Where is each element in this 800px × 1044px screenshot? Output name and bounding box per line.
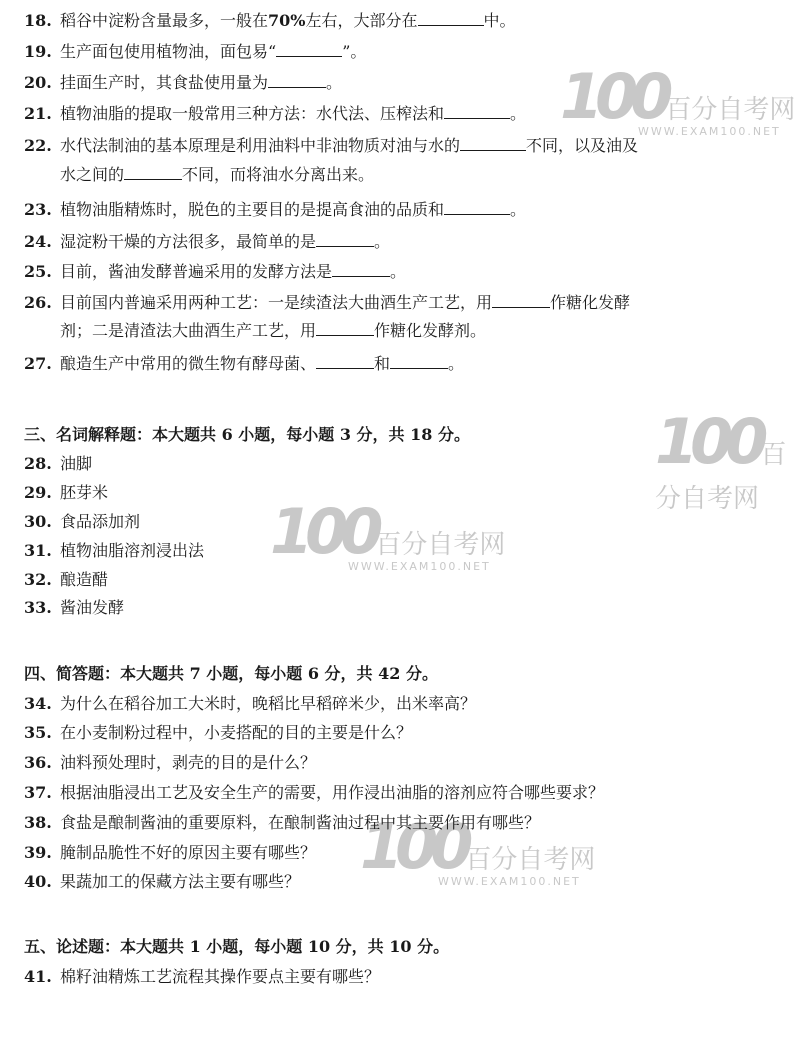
question-18: 18. 稻谷中淀粉含量最多，一般在70%左右，大部分在 中。 [24,11,516,30]
question-19: 19. 生产面包使用植物油，面包易“ ”。 [24,42,367,61]
answer-blank[interactable] [316,319,374,336]
answer-blank[interactable] [268,71,326,88]
answer-blank[interactable] [460,134,526,151]
question-item: 38. 食盐是酿制酱油的重要原料，在酿制酱油过程中其主要作用有哪些？ [24,813,541,832]
question-23: 23. 植物油脂精炼时，脱色的主要目的是提高食油的品质和 。 [24,200,527,219]
answer-blank[interactable] [418,9,484,26]
question-item: 40. 果蔬加工的保藏方法主要有哪些？ [24,872,301,891]
question-22: 22. 水代法制油的基本原理是利用油料中非油物质对油与水的 不同，以及油及 [24,136,639,155]
question-24: 24. 湿淀粉干燥的方法很多，最简单的是 。 [24,232,391,251]
answer-blank[interactable] [332,260,390,277]
question-item: 28. 油脚 [24,454,93,473]
question-item: 29. 胚芽米 [24,483,109,502]
answer-blank[interactable] [492,291,550,308]
question-item: 39. 腌制品脆性不好的原因主要有哪些？ [24,843,317,862]
question-item: 35. 在小麦制粉过程中，小麦搭配的目的主要是什么？ [24,723,413,742]
section-title: 三、名词解释题：本大题共 6 小题，每小题 3 分，共 18 分。 [24,425,470,444]
answer-blank[interactable] [390,352,448,369]
question-20: 20. 挂面生产时，其食盐使用量为 。 [24,73,343,92]
question-item: 30. 食品添加剂 [24,512,141,531]
question-item: 34. 为什么在稻谷加工大米时，晚稻比早稻碎米少，出米率高？ [24,694,477,713]
question-26: 26. 目前国内普遍采用两种工艺：一是续渣法大曲酒生产工艺，用 作糖化发酵 [24,293,631,312]
question-21: 21. 植物油脂的提取一般常用三种方法：水代法、压榨法和 。 [24,104,527,123]
question-item: 41. 棉籽油精炼工艺流程其操作要点主要有哪些？ [24,967,381,986]
question-22-cont: 水之间的 不同，而将油水分离出来。 [60,165,375,184]
answer-blank[interactable] [444,102,510,119]
answer-blank[interactable] [444,198,510,215]
answer-blank[interactable] [316,230,374,247]
question-27: 27. 酿造生产中常用的微生物有酵母菌、 和 。 [24,354,465,373]
question-item: 31. 植物油脂溶剂浸出法 [24,541,205,560]
watermark: 100百分自考网 WWW.EXAM100.NET [360,810,596,888]
section-title: 四、简答题：本大题共 7 小题，每小题 6 分，共 42 分。 [24,664,438,683]
watermark: 100百分自考网 [655,405,787,514]
watermark: 100百分自考网 WWW.EXAM100.NET [560,60,796,138]
question-item: 33. 酱油发酵 [24,598,125,617]
question-item: 32. 酿造醋 [24,570,109,589]
question-26-cont: 剂；二是清渣法大曲酒生产工艺，用 作糖化发酵剂。 [60,321,487,340]
answer-blank[interactable] [276,40,342,57]
watermark: 100百分自考网 WWW.EXAM100.NET [270,495,506,573]
question-25: 25. 目前，酱油发酵普遍采用的发酵方法是 。 [24,262,407,281]
question-item: 37. 根据油脂浸出工艺及安全生产的需要，用作浸出油脂的溶剂应符合哪些要求？ [24,783,605,802]
question-item: 36. 油料预处理时，剥壳的目的是什么？ [24,753,317,772]
section-title: 五、论述题：本大题共 1 小题，每小题 10 分，共 10 分。 [24,937,450,956]
answer-blank[interactable] [124,163,182,180]
answer-blank[interactable] [316,352,374,369]
